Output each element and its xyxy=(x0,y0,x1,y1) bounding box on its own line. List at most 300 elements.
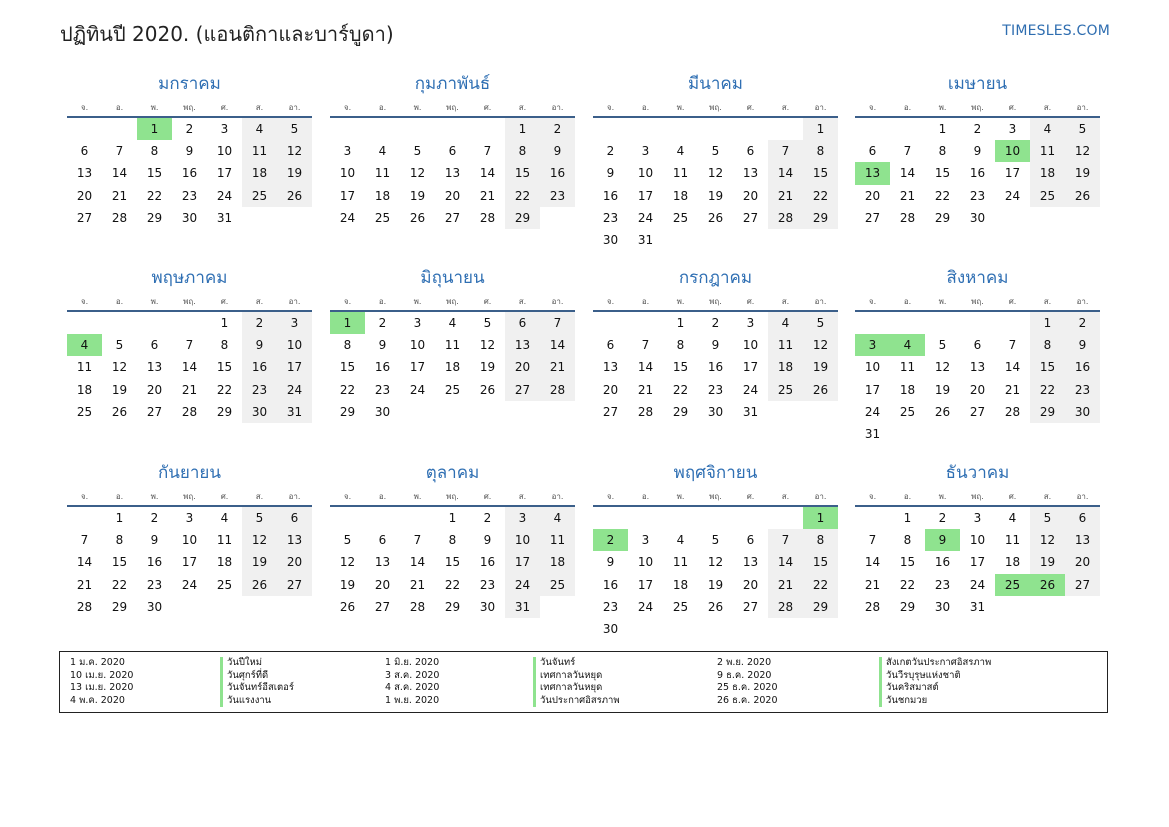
legend-date-column xyxy=(70,657,133,707)
day-cell: 30 xyxy=(602,621,619,636)
day-cell: 16 xyxy=(934,555,951,570)
week-row xyxy=(330,574,575,596)
empty-day-cell xyxy=(593,312,628,334)
weekday-header xyxy=(593,294,838,312)
legend-date: 4 ส.ค. 2020 xyxy=(385,682,440,693)
day-cell: 23 xyxy=(602,210,619,225)
empty-day-cell xyxy=(663,507,698,529)
day-cell: 25 xyxy=(540,574,575,596)
day-cell: 23 xyxy=(1065,379,1100,401)
day-cell: 30 xyxy=(181,210,198,225)
weekday-label: อา. xyxy=(288,492,301,501)
weekday-label: ส. xyxy=(255,492,264,501)
month-name: ธันวาคม xyxy=(945,463,1010,483)
day-cell: 6 xyxy=(80,144,89,159)
week-row xyxy=(855,423,1100,445)
day-cell: 13 xyxy=(374,555,391,570)
day-cell: 13 xyxy=(505,334,540,356)
day-cell: 29 xyxy=(444,599,461,614)
day-cell: 12 xyxy=(707,166,724,181)
day-cell: 26 xyxy=(277,185,312,207)
holiday-day-cell: 1 xyxy=(803,507,838,529)
day-cell: 14 xyxy=(899,166,916,181)
weekday-label: พ. xyxy=(938,297,947,306)
day-cell: 26 xyxy=(242,574,277,596)
weekday-header xyxy=(67,294,312,312)
weekday-label: ศ. xyxy=(746,103,755,112)
weekday-label: ส. xyxy=(518,297,527,306)
week-row xyxy=(67,529,312,551)
day-cell: 29 xyxy=(146,210,163,225)
weekday-label: อ. xyxy=(641,297,650,306)
weekday-label: ส. xyxy=(518,492,527,501)
day-cell: 20 xyxy=(742,188,759,203)
day-cell: 5 xyxy=(803,312,838,334)
week-row xyxy=(855,312,1100,334)
day-cell: 24 xyxy=(339,210,356,225)
weekday-label: พฤ. xyxy=(446,492,459,501)
day-cell: 18 xyxy=(540,551,575,573)
day-cell: 27 xyxy=(444,210,461,225)
day-cell: 24 xyxy=(277,379,312,401)
day-cell: 28 xyxy=(899,210,916,225)
weekday-label: จ. xyxy=(343,297,352,306)
day-cell: 5 xyxy=(483,316,492,330)
day-cell: 14 xyxy=(768,162,803,184)
weekday-header xyxy=(855,294,1100,312)
day-cell: 25 xyxy=(374,210,391,225)
weekday-label: ส. xyxy=(781,297,790,306)
holiday-day-cell: 4 xyxy=(67,334,102,356)
day-cell: 25 xyxy=(1030,185,1065,207)
week-row xyxy=(855,118,1100,140)
weekday-label: ศ. xyxy=(483,103,492,112)
day-cell: 26 xyxy=(111,404,128,419)
month-block xyxy=(67,264,312,423)
day-cell: 9 xyxy=(973,144,982,159)
empty-day-cell xyxy=(733,507,768,529)
day-cell: 5 xyxy=(1030,507,1065,529)
legend-holiday-name: เทศกาลวันหยุด xyxy=(540,669,603,681)
holiday-day-cell: 1 xyxy=(330,312,365,334)
day-cell: 12 xyxy=(479,338,496,353)
day-cell: 20 xyxy=(1065,551,1100,573)
day-cell: 5 xyxy=(277,118,312,140)
legend-holiday-name: สังเกตวันประกาศอิสรภาพ xyxy=(886,657,992,668)
day-cell: 7 xyxy=(115,144,124,159)
week-row xyxy=(330,507,575,529)
legend-holiday-name: วันจันทร์อีสเตอร์ xyxy=(227,682,294,693)
day-cell: 20 xyxy=(602,382,619,397)
week-row xyxy=(855,507,1100,529)
empty-day-cell xyxy=(890,423,925,445)
day-cell: 30 xyxy=(969,210,986,225)
day-cell: 21 xyxy=(1004,382,1021,397)
empty-day-cell xyxy=(172,596,207,618)
weekday-label: จ. xyxy=(80,103,89,112)
weekday-label: พ. xyxy=(150,297,159,306)
day-cell: 1 xyxy=(676,316,685,330)
day-cell: 8 xyxy=(903,533,912,548)
week-row xyxy=(330,401,575,423)
weekday-label: อ. xyxy=(115,103,124,112)
day-cell: 19 xyxy=(707,188,724,203)
day-cell: 12 xyxy=(277,140,312,162)
week-row xyxy=(593,551,838,573)
empty-day-cell xyxy=(960,423,995,445)
day-cell: 4 xyxy=(378,144,387,159)
day-cell: 15 xyxy=(672,360,689,375)
day-cell: 5 xyxy=(711,144,720,159)
empty-day-cell xyxy=(768,507,803,529)
empty-day-cell xyxy=(540,401,575,423)
day-cell: 7 xyxy=(80,533,89,548)
day-cell: 14 xyxy=(637,360,654,375)
brand-link[interactable]: TIMESLES.COM xyxy=(1002,23,1110,39)
empty-day-cell xyxy=(995,207,1030,229)
empty-day-cell xyxy=(470,401,505,423)
day-cell: 4 xyxy=(242,118,277,140)
day-cell: 20 xyxy=(374,577,391,592)
weekday-label: จ. xyxy=(80,492,89,501)
day-cell: 3 xyxy=(1008,122,1017,136)
day-cell: 9 xyxy=(242,334,277,356)
weekday-label: พฤ. xyxy=(709,492,722,501)
day-cell: 12 xyxy=(803,334,838,356)
day-cell: 26 xyxy=(1065,185,1100,207)
empty-day-cell xyxy=(890,118,925,140)
empty-day-cell xyxy=(768,229,803,251)
day-cell: 11 xyxy=(444,338,461,353)
day-cell: 21 xyxy=(111,188,128,203)
day-cell: 28 xyxy=(637,404,654,419)
weekday-label: อา. xyxy=(814,492,827,501)
day-cell: 13 xyxy=(76,166,93,181)
day-cell: 18 xyxy=(899,382,916,397)
empty-day-cell xyxy=(698,118,733,140)
day-cell: 1 xyxy=(1030,312,1065,334)
week-row xyxy=(855,162,1100,184)
day-cell: 19 xyxy=(803,356,838,378)
week-row xyxy=(593,185,838,207)
day-cell: 6 xyxy=(1065,507,1100,529)
weekday-label: อ. xyxy=(115,492,124,501)
week-row xyxy=(67,596,312,618)
day-cell: 18 xyxy=(672,577,689,592)
week-row xyxy=(67,356,312,378)
week-row xyxy=(67,207,312,229)
day-cell: 21 xyxy=(181,382,198,397)
empty-day-cell xyxy=(365,118,400,140)
weekday-label: พฤ. xyxy=(709,103,722,112)
day-cell: 30 xyxy=(479,599,496,614)
day-cell: 5 xyxy=(242,507,277,529)
weekday-label: ส. xyxy=(1043,297,1052,306)
day-cell: 22 xyxy=(803,574,838,596)
day-cell: 31 xyxy=(864,426,881,441)
legend-holiday-name: วันปีใหม่ xyxy=(227,657,263,668)
day-cell: 4 xyxy=(448,316,457,330)
day-cell: 27 xyxy=(602,404,619,419)
weekday-label: พฤ. xyxy=(183,103,196,112)
month-name: กุมภาพันธ์ xyxy=(414,74,491,94)
day-cell: 18 xyxy=(76,382,93,397)
day-cell: 24 xyxy=(216,188,233,203)
weekday-label: อา. xyxy=(551,103,564,112)
empty-day-cell xyxy=(470,118,505,140)
day-cell: 29 xyxy=(803,207,838,229)
day-cell: 19 xyxy=(1030,551,1065,573)
day-cell: 16 xyxy=(969,166,986,181)
weekday-label: ศ. xyxy=(746,492,755,501)
day-cell: 4 xyxy=(768,312,803,334)
day-cell: 7 xyxy=(768,529,803,551)
day-cell: 22 xyxy=(803,185,838,207)
day-cell: 25 xyxy=(899,404,916,419)
week-row xyxy=(593,162,838,184)
empty-day-cell xyxy=(855,312,890,334)
weekday-label: ศ. xyxy=(483,297,492,306)
day-cell: 18 xyxy=(216,555,233,570)
day-cell: 8 xyxy=(505,140,540,162)
legend-date: 1 มิ.ย. 2020 xyxy=(385,657,440,668)
day-cell: 6 xyxy=(606,338,615,353)
day-cell: 22 xyxy=(505,185,540,207)
legend-date: 9 ธ.ค. 2020 xyxy=(717,669,772,681)
day-cell: 1 xyxy=(115,511,124,525)
empty-day-cell xyxy=(505,401,540,423)
day-cell: 29 xyxy=(111,599,128,614)
empty-day-cell xyxy=(102,312,137,334)
day-cell: 11 xyxy=(242,140,277,162)
day-cell: 16 xyxy=(707,360,724,375)
day-cell: 13 xyxy=(444,166,461,181)
day-cell: 27 xyxy=(374,599,391,614)
weekday-label: พ. xyxy=(413,297,422,306)
day-cell: 21 xyxy=(637,382,654,397)
empty-day-cell xyxy=(172,312,207,334)
empty-day-cell xyxy=(540,207,575,229)
day-cell: 28 xyxy=(768,596,803,618)
weekday-header xyxy=(593,100,838,118)
empty-day-cell xyxy=(277,596,312,618)
page-title: ปฏิทินปี 2020. (แอนติกาและบาร์บูดา) xyxy=(60,22,394,46)
empty-day-cell xyxy=(733,118,768,140)
day-cell: 29 xyxy=(216,404,233,419)
day-cell: 10 xyxy=(181,533,198,548)
day-cell: 7 xyxy=(483,144,492,159)
empty-day-cell xyxy=(67,312,102,334)
day-cell: 26 xyxy=(339,599,356,614)
day-cell: 3 xyxy=(220,122,229,136)
holiday-legend xyxy=(59,651,1108,713)
day-cell: 2 xyxy=(483,511,492,525)
weekday-label: ส. xyxy=(518,103,527,112)
weekday-label: อ. xyxy=(378,492,387,501)
week-row xyxy=(855,185,1100,207)
day-cell: 22 xyxy=(444,577,461,592)
day-cell: 26 xyxy=(803,379,838,401)
day-cell: 17 xyxy=(505,551,540,573)
day-cell: 12 xyxy=(934,360,951,375)
week-row xyxy=(593,507,838,529)
day-cell: 8 xyxy=(343,338,352,353)
day-cell: 25 xyxy=(242,185,277,207)
month-block xyxy=(330,264,575,423)
day-cell: 14 xyxy=(181,360,198,375)
empty-day-cell xyxy=(400,401,435,423)
empty-day-cell xyxy=(1065,596,1100,618)
legend-holiday-name: วันคริสมาสต์ xyxy=(886,682,939,693)
day-cell: 6 xyxy=(448,144,457,159)
day-cell: 2 xyxy=(1065,312,1100,334)
weekday-label: พฤ. xyxy=(709,297,722,306)
day-cell: 28 xyxy=(768,207,803,229)
empty-day-cell xyxy=(663,229,698,251)
empty-day-cell xyxy=(995,596,1030,618)
empty-day-cell xyxy=(733,618,768,640)
week-row xyxy=(67,379,312,401)
day-cell: 31 xyxy=(216,210,233,225)
day-cell: 15 xyxy=(1030,356,1065,378)
day-cell: 15 xyxy=(444,555,461,570)
day-cell: 24 xyxy=(409,382,426,397)
weekday-label: อ. xyxy=(378,103,387,112)
legend-name-column xyxy=(533,657,620,707)
day-cell: 21 xyxy=(768,574,803,596)
empty-day-cell xyxy=(330,507,365,529)
day-cell: 2 xyxy=(185,122,194,136)
day-cell: 15 xyxy=(339,360,356,375)
weekday-label: พ. xyxy=(938,492,947,501)
weekday-label: อ. xyxy=(903,103,912,112)
month-block xyxy=(67,459,312,618)
day-cell: 23 xyxy=(934,577,951,592)
day-cell: 3 xyxy=(185,511,194,525)
empty-day-cell xyxy=(628,118,663,140)
day-cell: 11 xyxy=(76,360,93,375)
day-cell: 27 xyxy=(505,379,540,401)
weekday-label: จ. xyxy=(606,492,615,501)
day-cell: 7 xyxy=(1008,338,1017,353)
day-cell: 2 xyxy=(540,118,575,140)
weekday-label: อา. xyxy=(551,492,564,501)
week-row xyxy=(330,551,575,573)
day-cell: 21 xyxy=(409,577,426,592)
weekday-label: อ. xyxy=(378,297,387,306)
week-row xyxy=(330,312,575,334)
month-name: มีนาคม xyxy=(688,74,743,94)
day-cell: 5 xyxy=(1065,118,1100,140)
day-cell: 21 xyxy=(479,188,496,203)
day-cell: 26 xyxy=(707,599,724,614)
holiday-day-cell: 25 xyxy=(995,574,1030,596)
holiday-day-cell: 3 xyxy=(855,334,890,356)
weekday-label: จ. xyxy=(343,103,352,112)
day-cell: 25 xyxy=(672,599,689,614)
legend-date-column xyxy=(385,657,439,707)
day-cell: 19 xyxy=(1065,162,1100,184)
day-cell: 24 xyxy=(637,599,654,614)
day-cell: 29 xyxy=(1030,401,1065,423)
day-cell: 11 xyxy=(672,166,689,181)
day-cell: 19 xyxy=(339,577,356,592)
legend-holiday-name: เทศกาลวันหยุด xyxy=(540,682,603,693)
day-cell: 20 xyxy=(444,188,461,203)
day-cell: 17 xyxy=(339,188,356,203)
day-cell: 14 xyxy=(409,555,426,570)
day-cell: 29 xyxy=(339,404,356,419)
month-name: พฤศจิกายน xyxy=(673,463,758,483)
day-cell: 27 xyxy=(742,599,759,614)
week-row xyxy=(67,334,312,356)
day-cell: 30 xyxy=(1065,401,1100,423)
week-row xyxy=(593,334,838,356)
holiday-day-cell: 26 xyxy=(1030,574,1065,596)
legend-date: 10 เม.ย. 2020 xyxy=(70,669,134,681)
day-cell: 19 xyxy=(111,382,128,397)
month-block xyxy=(593,459,838,640)
day-cell: 15 xyxy=(111,555,128,570)
empty-day-cell xyxy=(540,596,575,618)
day-cell: 7 xyxy=(185,338,194,353)
week-row xyxy=(67,140,312,162)
day-cell: 8 xyxy=(115,533,124,548)
legend-date-column xyxy=(717,657,778,707)
month-name: กรกฎาคม xyxy=(678,268,753,288)
day-cell: 22 xyxy=(1030,379,1065,401)
day-cell: 30 xyxy=(374,404,391,419)
month-block xyxy=(855,459,1100,618)
day-cell: 17 xyxy=(969,555,986,570)
day-cell: 20 xyxy=(969,382,986,397)
weekday-label: พ. xyxy=(676,297,685,306)
empty-day-cell xyxy=(400,507,435,529)
day-cell: 9 xyxy=(1065,334,1100,356)
weekday-label: ศ. xyxy=(1008,297,1017,306)
month-block xyxy=(593,264,838,423)
empty-day-cell xyxy=(435,401,470,423)
day-cell: 7 xyxy=(768,140,803,162)
day-cell: 21 xyxy=(76,577,93,592)
day-cell: 20 xyxy=(864,188,881,203)
weekday-label: อ. xyxy=(115,297,124,306)
day-cell: 4 xyxy=(1008,511,1017,525)
day-cell: 12 xyxy=(707,555,724,570)
month-block xyxy=(855,70,1100,229)
empty-day-cell xyxy=(207,596,242,618)
day-cell: 14 xyxy=(864,555,881,570)
weekday-label: จ. xyxy=(868,103,877,112)
day-cell: 1 xyxy=(903,511,912,525)
day-cell: 2 xyxy=(973,122,982,136)
legend-holiday-name: วันชกมวย xyxy=(886,694,928,706)
day-cell: 25 xyxy=(216,577,233,592)
weekday-header xyxy=(855,100,1100,118)
day-cell: 11 xyxy=(216,533,233,548)
weekday-label: พ. xyxy=(676,492,685,501)
day-cell: 6 xyxy=(277,507,312,529)
empty-day-cell xyxy=(628,312,663,334)
day-cell: 19 xyxy=(934,382,951,397)
empty-day-cell xyxy=(67,507,102,529)
day-cell: 7 xyxy=(641,338,650,353)
day-cell: 29 xyxy=(899,599,916,614)
empty-day-cell xyxy=(995,312,1030,334)
legend-date: 25 ธ.ค. 2020 xyxy=(717,682,778,693)
day-cell: 16 xyxy=(540,162,575,184)
week-row xyxy=(855,140,1100,162)
